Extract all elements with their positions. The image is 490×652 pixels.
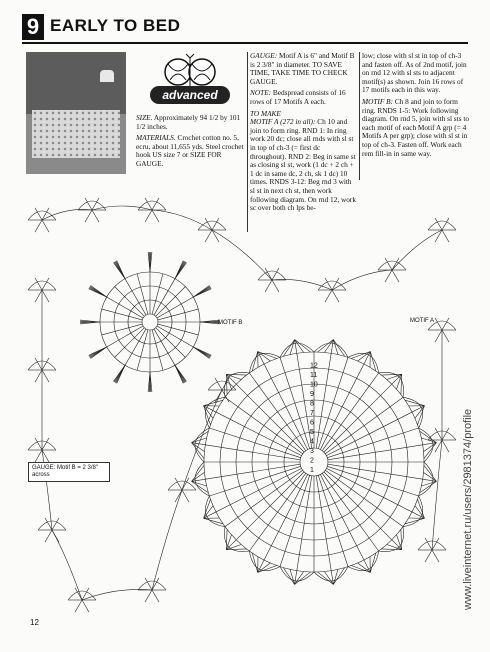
chain-lattice <box>28 198 456 612</box>
row-number-label: 12 <box>310 362 318 370</box>
motif-a-label: MOTIF A (272 in all): <box>250 117 316 127</box>
row-number-label: 7 <box>310 410 314 417</box>
page-number: 12 <box>30 618 39 627</box>
pattern-number: 9 <box>22 14 44 40</box>
page-header <box>22 14 470 44</box>
note-label: NOTE: <box>250 88 272 98</box>
yarn-balls-icon <box>150 52 230 88</box>
size-label: SIZE. <box>136 113 153 122</box>
text-column-1 <box>136 114 246 172</box>
row-number-label: 5 <box>310 429 314 436</box>
gauge-text: Motif A is 6" and Motif B is 2 3/8" in diameter. TO SAVE TIME, TAKE TIME TO CHECK GAUGE. <box>250 51 355 86</box>
crochet-diagram <box>22 190 462 620</box>
photo-bedspread <box>32 110 120 158</box>
row-number-label: 2 <box>310 457 314 465</box>
row-number-label: 1 <box>310 467 314 474</box>
motif-a-text: Ch 10 and join to form ring. RND 1: In ring work 20 dc; close all rnds with sl st in top of ch-3 (= first dc throughout). RND 2: Beg in same st as closing sl st, work (1 dc + 2 ch + 1 dc in same dc, 2 ch, sk 1 dc) 10 times. RNDS 3-12: Beg rnd 3 with sl st in next ch st, then work following diagram. On rnd 12, work sc over both ch lps be- <box>250 117 356 213</box>
column-divider <box>359 52 360 180</box>
bedroom-photo <box>26 52 126 174</box>
watermark <box>462 360 476 610</box>
to-make-label: TO MAKE <box>250 108 281 118</box>
header-rule <box>22 42 468 44</box>
continued-text: low; close with sl st in top of ch-3 and fasten off. As of 2nd motif, join on rnd 12 with sl sts to adjacent motif(s) as shown. Join 16 rows of 17 motifs each in this way. <box>362 51 467 95</box>
page-title: EARLY TO BED <box>50 16 181 35</box>
motif-b-text: Ch 8 and join to form ring. RNDS 1-5: Work following diagram. On rnd 5, join with sl sts to each motif of each Motif A grp (= 4 Motifs A per grp); close with sl st in top of ch-3. Fasten off. Work each rem fill-in in same way. <box>362 96 470 158</box>
row-number-label: 9 <box>310 391 314 398</box>
size-text: Approximately 94 1/2 by 101 1/2 inches. <box>136 113 241 131</box>
row-number-label: 8 <box>310 400 314 408</box>
skill-level-badge: advanced <box>150 86 230 104</box>
row-number-label: 3 <box>310 448 314 455</box>
advanced-level-logo <box>150 52 230 108</box>
row-number-label: 11 <box>310 372 318 379</box>
motif-b-chart <box>80 252 220 392</box>
motif-b-label: MOTIF B: <box>362 96 394 106</box>
text-column-3 <box>362 52 470 161</box>
row-number-label: 4 <box>310 438 314 446</box>
gauge-note-box: GAUGE: Motif B = 2 3/8" across <box>28 462 110 482</box>
watermark-text: www.liveinternet.ru/users/2981374/profile <box>462 408 474 610</box>
photo-wall <box>26 52 126 114</box>
note-text: Bedspread consists of 16 rows of 17 Motifs A each. <box>250 88 346 106</box>
photo-lamp <box>100 70 114 82</box>
motif-a-caption: MOTIF A <box>410 318 434 324</box>
row-number-label: 10 <box>310 381 318 389</box>
materials-text: Crochet cotton no. 5, ecru, about 11,655 yds. Steel crochet hook US size 7 or SIZE FOR GAUGE. <box>136 133 244 168</box>
row-number-label: 6 <box>310 419 314 427</box>
materials-label: MATERIALS. <box>136 133 176 143</box>
gauge-label: GAUGE: <box>250 51 278 60</box>
motif-b-caption: MOTIF B <box>218 320 243 326</box>
